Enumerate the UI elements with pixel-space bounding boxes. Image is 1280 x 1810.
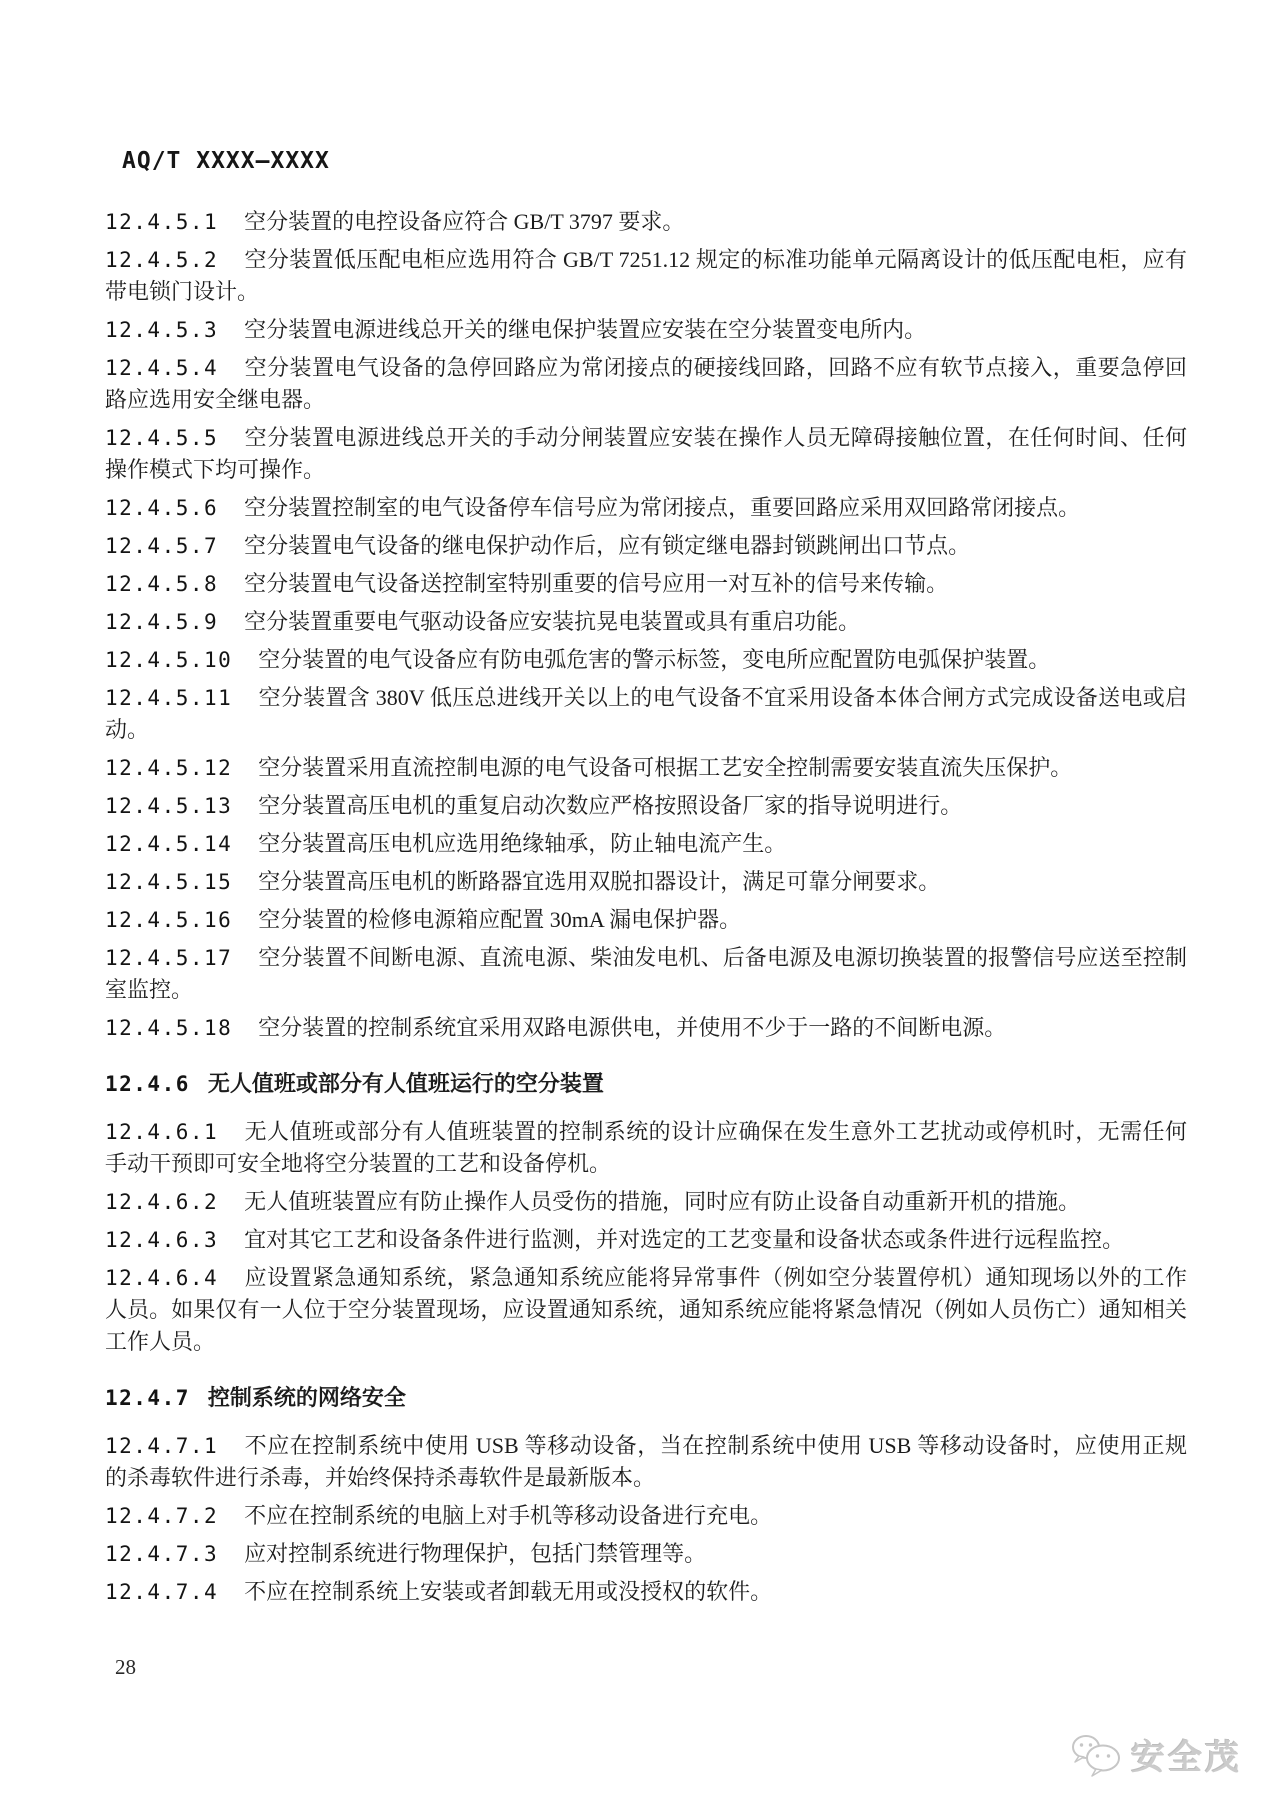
- clause-paragraph: [105, 1430, 1187, 1494]
- clause-text: 不应在控制系统上安装或者卸载无用或没授权的软件。: [244, 1579, 773, 1604]
- clause-paragraph: [105, 828, 1187, 860]
- clause-paragraph: [105, 492, 1187, 524]
- section-heading: [105, 1382, 1187, 1414]
- clause-paragraph: [105, 682, 1187, 746]
- clause-paragraph: [105, 1500, 1187, 1532]
- clause-text: 空分装置重要电气驱动设备应安装抗晃电装置或具有重启功能。: [244, 609, 861, 634]
- clause-paragraph: [105, 1012, 1187, 1044]
- clause-number: 12.4.7.1: [105, 1434, 219, 1458]
- clause-text: 空分装置采用直流控制电源的电气设备可根据工艺安全控制需要安装直流失压保护。: [258, 755, 1073, 780]
- clause-text: 宜对其它工艺和设备条件进行监测，并对选定的工艺变量和设备状态或条件进行远程监控。: [244, 1227, 1125, 1252]
- clause-text: 不应在控制系统中使用 USB 等移动设备，当在控制系统中使用 USB 等移动设备时，应使用正规的杀毒软件进行杀毒，并始终保持杀毒软件是最新版本。: [105, 1433, 1187, 1490]
- clause-paragraph: [105, 530, 1187, 562]
- clause-number: 12.4.6: [105, 1072, 190, 1096]
- clause-number: 12.4.5.11: [105, 686, 233, 710]
- clause-paragraph: [105, 1538, 1187, 1570]
- standard-number-header: AQ/T XXXX—XXXX: [122, 148, 330, 174]
- clause-number: 12.4.7.2: [105, 1504, 219, 1528]
- clause-text: 空分装置电气设备送控制室特别重要的信号应用一对互补的信号来传输。: [244, 571, 949, 596]
- clause-number: 12.4.5.9: [105, 610, 219, 634]
- section-heading: [105, 1068, 1187, 1100]
- clause-paragraph: [105, 1116, 1187, 1180]
- clause-text: 空分装置电源进线总开关的手动分闸装置应安装在操作人员无障碍接触位置，在任何时间、任何操作模式下均可操作。: [105, 425, 1187, 482]
- clause-paragraph: [105, 568, 1187, 600]
- clause-text: 空分装置高压电机的重复启动次数应严格按照设备厂家的指导说明进行。: [258, 793, 963, 818]
- clause-paragraph: [105, 1224, 1187, 1256]
- clause-text: 不应在控制系统的电脑上对手机等移动设备进行充电。: [244, 1503, 773, 1528]
- clause-number: 12.4.5.4: [105, 356, 219, 380]
- clause-number: 12.4.7.3: [105, 1542, 219, 1566]
- clause-text: 空分装置高压电机的断路器宜选用双脱扣器设计，满足可靠分闸要求。: [258, 869, 941, 894]
- clause-paragraph: [105, 1262, 1187, 1358]
- clause-paragraph: [105, 1186, 1187, 1218]
- clause-text: 空分装置的检修电源箱应配置 30mA 漏电保护器。: [258, 907, 742, 932]
- clause-text: 空分装置控制室的电气设备停车信号应为常闭接点，重要回路应采用双回路常闭接点。: [244, 495, 1081, 520]
- section-heading-text: 无人值班或部分有人值班运行的空分装置: [207, 1071, 604, 1096]
- clause-paragraph: [105, 644, 1187, 676]
- clause-number: 12.4.6.4: [105, 1266, 219, 1290]
- clause-number: 12.4.5.2: [105, 248, 219, 272]
- clause-text: 空分装置高压电机应选用绝缘轴承，防止轴电流产生。: [258, 831, 787, 856]
- clause-number: 12.4.5.1: [105, 210, 219, 234]
- clause-paragraph: [105, 790, 1187, 822]
- clause-paragraph: [105, 352, 1187, 416]
- clause-number: 12.4.6.2: [105, 1190, 219, 1214]
- clause-number: 12.4.6.3: [105, 1228, 219, 1252]
- clause-paragraph: [105, 314, 1187, 346]
- clause-number: 12.4.5.15: [105, 870, 233, 894]
- clause-text: 无人值班或部分有人值班装置的控制系统的设计应确保在发生意外工艺扰动或停机时，无需任何手动干预即可安全地将空分装置的工艺和设备停机。: [105, 1119, 1187, 1176]
- clause-number: 12.4.5.16: [105, 908, 233, 932]
- clause-paragraph: [105, 422, 1187, 486]
- clause-text: 空分装置电气设备的急停回路应为常闭接点的硬接线回路，回路不应有软节点接入，重要急停回路应选用安全继电器。: [105, 355, 1187, 412]
- clause-paragraph: [105, 942, 1187, 1006]
- clause-text: 空分装置低压配电柜应选用符合 GB/T 7251.12 规定的标准功能单元隔离设计的低压配电柜，应有带电锁门设计。: [105, 247, 1187, 304]
- clause-text: 空分装置的电控设备应符合 GB/T 3797 要求。: [244, 209, 685, 234]
- clause-number: 12.4.5.7: [105, 534, 219, 558]
- clause-text: 空分装置电源进线总开关的继电保护装置应安装在空分装置变电所内。: [244, 317, 927, 342]
- clause-text: 空分装置的控制系统宜采用双路电源供电，并使用不少于一路的不间断电源。: [258, 1015, 1007, 1040]
- wechat-logo-icon: [1069, 1732, 1123, 1778]
- clause-text: 空分装置的电气设备应有防电弧危害的警示标签，变电所应配置防电弧保护装置。: [258, 647, 1051, 672]
- clause-text: 空分装置电气设备的继电保护动作后，应有锁定继电器封锁跳闸出口节点。: [244, 533, 971, 558]
- clause-list: [105, 206, 1187, 1608]
- clause-number: 12.4.5.5: [105, 426, 219, 450]
- page-number: 28: [115, 1655, 136, 1679]
- watermark: [1069, 1730, 1242, 1779]
- clause-paragraph: [105, 606, 1187, 638]
- clause-number: 12.4.5.13: [105, 794, 233, 818]
- clause-text: 应对控制系统进行物理保护，包括门禁管理等。: [244, 1541, 707, 1566]
- clause-text: 空分装置不间断电源、直流电源、柴油发电机、后备电源及电源切换装置的报警信号应送至控制室监控。: [105, 945, 1187, 1002]
- section-heading-text: 控制系统的网络安全: [207, 1385, 406, 1410]
- document-content: [105, 148, 1187, 1614]
- clause-number: 12.4.5.3: [105, 318, 219, 342]
- clause-number: 12.4.5.14: [105, 832, 233, 856]
- clause-paragraph: [105, 1576, 1187, 1608]
- clause-text: 应设置紧急通知系统，紧急通知系统应能将异常事件（例如空分装置停机）通知现场以外的工作人员。如果仅有一人位于空分装置现场，应设置通知系统，通知系统应能将紧急情况（例如人员伤亡）通知相关工作人员。: [105, 1265, 1187, 1354]
- clause-number: 12.4.5.18: [105, 1016, 233, 1040]
- clause-number: 12.4.5.17: [105, 946, 233, 970]
- clause-text: 空分装置含 380V 低压总进线开关以上的电气设备不宜采用设备本体合闸方式完成设备送电或启动。: [105, 685, 1187, 742]
- clause-number: 12.4.7: [105, 1386, 190, 1410]
- clause-number: 12.4.5.10: [105, 648, 233, 672]
- watermark-text: 安全茂: [1131, 1739, 1242, 1777]
- clause-number: 12.4.5.6: [105, 496, 219, 520]
- clause-paragraph: [105, 866, 1187, 898]
- clause-paragraph: [105, 244, 1187, 308]
- clause-number: 12.4.5.8: [105, 572, 219, 596]
- clause-paragraph: [105, 752, 1187, 784]
- clause-number: 12.4.7.4: [105, 1580, 219, 1604]
- clause-paragraph: [105, 904, 1187, 936]
- clause-number: 12.4.6.1: [105, 1120, 219, 1144]
- clause-number: 12.4.5.12: [105, 756, 233, 780]
- clause-paragraph: [105, 206, 1187, 238]
- clause-text: 无人值班装置应有防止操作人员受伤的措施，同时应有防止设备自动重新开机的措施。: [244, 1189, 1081, 1214]
